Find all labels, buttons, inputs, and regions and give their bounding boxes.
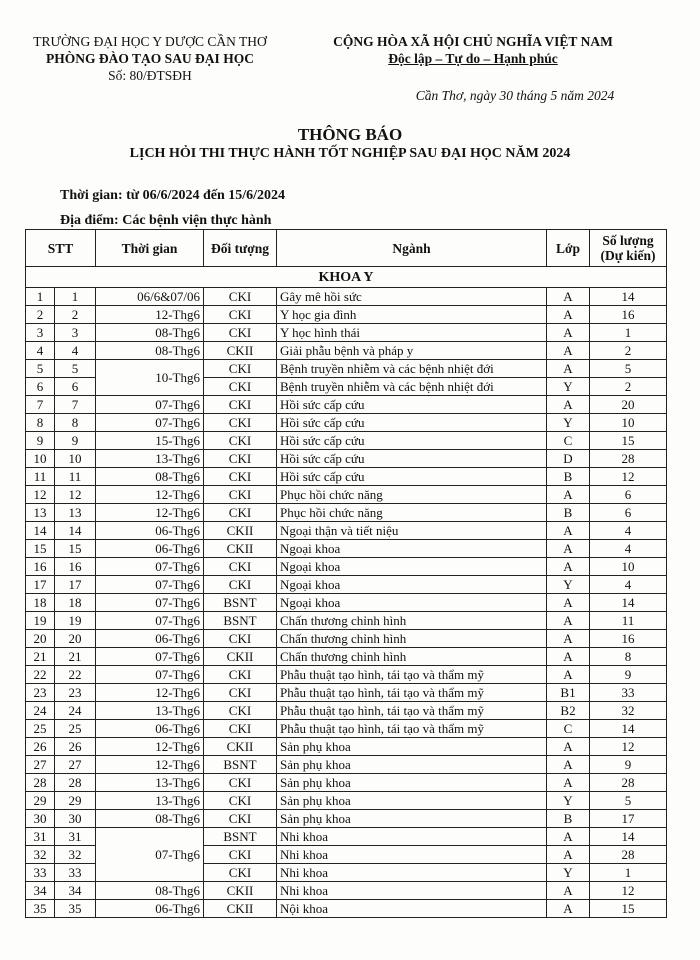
row-quantity: 4 [590,576,667,594]
row-class: A [547,738,590,756]
row-time: 13-Thg6 [96,450,204,468]
row-major: Sản phụ khoa [277,810,547,828]
row-major: Nhi khoa [277,864,547,882]
row-quantity: 15 [590,432,667,450]
row-number-a: 8 [26,414,55,432]
row-time: 12-Thg6 [96,504,204,522]
row-target: CKI [204,360,277,378]
row-target: BSNT [204,828,277,846]
row-number-a: 34 [26,882,55,900]
table-row [26,738,667,756]
section-title: KHOA Y [26,267,667,288]
row-number-a: 9 [26,432,55,450]
row-major: Nhi khoa [277,882,547,900]
row-class: A [547,774,590,792]
row-major: Sản phụ khoa [277,738,547,756]
row-major: Ngoại khoa [277,558,547,576]
row-number-b: 24 [55,702,96,720]
row-major: Bệnh truyền nhiễm và các bệnh nhiệt đới [277,360,547,378]
row-number-a: 32 [26,846,55,864]
row-time: 12-Thg6 [96,684,204,702]
row-number-a: 29 [26,792,55,810]
row-number-b: 33 [55,864,96,882]
row-class: Y [547,864,590,882]
row-time: 07-Thg6 [96,828,204,882]
row-quantity: 17 [590,810,667,828]
row-time: 13-Thg6 [96,702,204,720]
row-major: Hồi sức cấp cứu [277,396,547,414]
row-number-a: 28 [26,774,55,792]
row-number-b: 8 [55,414,96,432]
row-target: CKI [204,684,277,702]
page-title: THÔNG BÁO [297,125,403,144]
row-major: Ngoại khoa [277,594,547,612]
row-number-a: 24 [26,702,55,720]
table-row [26,630,667,648]
row-time: 06-Thg6 [96,720,204,738]
row-time: 08-Thg6 [96,342,204,360]
row-number-a: 31 [26,828,55,846]
row-major: Phẫu thuật tạo hình, tái tạo và thẩm mỹ [277,720,547,738]
row-class: A [547,558,590,576]
table-row [26,468,667,486]
row-target: CKI [204,630,277,648]
table-row [26,306,667,324]
row-major: Hồi sức cấp cứu [277,432,547,450]
row-target: CKI [204,702,277,720]
row-number-b: 13 [55,504,96,522]
row-number-a: 35 [26,900,55,918]
row-quantity: 10 [590,414,667,432]
row-number-b: 16 [55,558,96,576]
row-time: 07-Thg6 [96,576,204,594]
row-time: 13-Thg6 [96,792,204,810]
row-target: CKI [204,774,277,792]
row-target: CKII [204,648,277,666]
row-class: A [547,900,590,918]
row-number-b: 18 [55,594,96,612]
row-number-b: 25 [55,720,96,738]
document-number: Số: 80/ĐTSĐH [108,68,192,83]
row-number-a: 25 [26,720,55,738]
row-number-b: 4 [55,342,96,360]
department-name: PHÒNG ĐÀO TẠO SAU ĐẠI HỌC [46,51,254,66]
row-quantity: 2 [590,342,667,360]
row-time: 10-Thg6 [96,360,204,396]
row-major: Hồi sức cấp cứu [277,450,547,468]
table-row [26,558,667,576]
row-time: 08-Thg6 [96,882,204,900]
row-class: B [547,504,590,522]
row-target: CKII [204,738,277,756]
header-quantity-line1: Số lượng [602,233,654,248]
header-right [318,33,628,67]
row-target: CKI [204,810,277,828]
row-number-b: 21 [55,648,96,666]
row-major: Chấn thương chỉnh hình [277,648,547,666]
row-quantity: 14 [590,594,667,612]
row-major: Phẫu thuật tạo hình, tái tạo và thẩm mỹ [277,684,547,702]
row-class: A [547,882,590,900]
row-time: 12-Thg6 [96,306,204,324]
row-number-b: 14 [55,522,96,540]
row-major: Nội khoa [277,900,547,918]
row-class: A [547,612,590,630]
table-row [26,792,667,810]
row-number-b: 12 [55,486,96,504]
row-major: Sản phụ khoa [277,792,547,810]
row-target: CKI [204,864,277,882]
row-major: Phục hồi chức năng [277,486,547,504]
table-row [26,432,667,450]
row-number-a: 14 [26,522,55,540]
row-target: CKII [204,522,277,540]
table-row [26,522,667,540]
row-time: 07-Thg6 [96,594,204,612]
row-quantity: 28 [590,774,667,792]
row-quantity: 28 [590,450,667,468]
row-number-b: 2 [55,306,96,324]
row-major: Ngoại khoa [277,576,547,594]
row-number-a: 22 [26,666,55,684]
row-number-b: 28 [55,774,96,792]
row-target: CKI [204,414,277,432]
row-target: CKI [204,432,277,450]
row-number-b: 19 [55,612,96,630]
table-row [26,324,667,342]
row-number-a: 19 [26,612,55,630]
row-class: A [547,486,590,504]
row-time: 06/6&07/06 [96,288,204,306]
row-class: B [547,810,590,828]
row-number-b: 11 [55,468,96,486]
row-class: A [547,846,590,864]
row-class: A [547,756,590,774]
row-number-a: 5 [26,360,55,378]
row-quantity: 16 [590,306,667,324]
row-class: A [547,540,590,558]
table-row [26,648,667,666]
row-target: CKII [204,540,277,558]
row-time: 07-Thg6 [96,396,204,414]
row-class: A [547,306,590,324]
row-class: Y [547,378,590,396]
row-major: Hồi sức cấp cứu [277,414,547,432]
page-subtitle: LỊCH HỎI THI THỰC HÀNH TỐT NGHIỆP SAU ĐẠI HỌC NĂM 2024 [129,146,571,161]
row-class: B2 [547,702,590,720]
row-major: Ngoại thận và tiết niệu [277,522,547,540]
row-time: 07-Thg6 [96,666,204,684]
row-quantity: 9 [590,756,667,774]
row-time: 06-Thg6 [96,522,204,540]
row-quantity: 5 [590,792,667,810]
row-quantity: 1 [590,864,667,882]
header-quantity [590,230,667,267]
row-quantity: 9 [590,666,667,684]
row-class: A [547,396,590,414]
header-left [20,33,280,84]
row-class: B [547,468,590,486]
row-number-b: 9 [55,432,96,450]
table-row [26,882,667,900]
table-row [26,756,667,774]
row-number-a: 13 [26,504,55,522]
row-major: Chấn thương chỉnh hình [277,630,547,648]
row-number-a: 15 [26,540,55,558]
row-target: CKI [204,846,277,864]
row-number-a: 27 [26,756,55,774]
row-target: BSNT [204,612,277,630]
row-quantity: 14 [590,288,667,306]
row-major: Nhi khoa [277,846,547,864]
row-class: C [547,432,590,450]
row-number-a: 10 [26,450,55,468]
row-number-a: 20 [26,630,55,648]
row-class: C [547,720,590,738]
row-quantity: 33 [590,684,667,702]
row-major: Phẫu thuật tạo hình, tái tạo và thẩm mỹ [277,666,547,684]
row-class: A [547,666,590,684]
row-number-b: 32 [55,846,96,864]
row-number-a: 30 [26,810,55,828]
row-target: CKI [204,324,277,342]
row-number-b: 20 [55,630,96,648]
row-class: A [547,630,590,648]
row-major: Chấn thương chỉnh hình [277,612,547,630]
row-major: Y học hình thái [277,324,547,342]
row-class: A [547,324,590,342]
header-target: Đối tượng [204,230,277,267]
row-class: Y [547,576,590,594]
row-number-a: 23 [26,684,55,702]
row-number-a: 16 [26,558,55,576]
row-time: 07-Thg6 [96,612,204,630]
header-time: Thời gian [96,230,204,267]
table-row [26,612,667,630]
row-number-a: 12 [26,486,55,504]
row-class: A [547,288,590,306]
row-number-a: 17 [26,576,55,594]
row-time: 06-Thg6 [96,630,204,648]
row-number-a: 26 [26,738,55,756]
table-row [26,414,667,432]
row-target: CKI [204,306,277,324]
row-major: Sản phụ khoa [277,756,547,774]
row-target: CKI [204,558,277,576]
row-quantity: 8 [590,648,667,666]
table-row [26,900,667,918]
row-quantity: 6 [590,486,667,504]
row-quantity: 4 [590,522,667,540]
row-number-a: 1 [26,288,55,306]
row-target: CKI [204,288,277,306]
row-major: Phục hồi chức năng [277,504,547,522]
row-time: 08-Thg6 [96,468,204,486]
row-quantity: 12 [590,882,667,900]
table-row [26,666,667,684]
row-class: A [547,522,590,540]
table-row [26,450,667,468]
table-row [26,504,667,522]
row-class: B1 [547,684,590,702]
row-number-b: 23 [55,684,96,702]
row-number-a: 18 [26,594,55,612]
row-major: Sản phụ khoa [277,774,547,792]
table-row [26,288,667,306]
table-row [26,576,667,594]
row-quantity: 11 [590,612,667,630]
row-time: 13-Thg6 [96,774,204,792]
table-row [26,540,667,558]
row-quantity: 4 [590,540,667,558]
motto: Độc lập – Tự do – Hạnh phúc [388,51,558,66]
row-quantity: 28 [590,846,667,864]
row-number-b: 3 [55,324,96,342]
header-quantity-line2: (Dự kiến) [600,248,656,263]
row-number-b: 34 [55,882,96,900]
table-row [26,810,667,828]
row-class: Y [547,414,590,432]
row-number-b: 26 [55,738,96,756]
table-row [26,684,667,702]
row-target: CKI [204,486,277,504]
header-stt: STT [26,230,96,267]
row-time: 06-Thg6 [96,900,204,918]
row-target: CKI [204,396,277,414]
row-time: 12-Thg6 [96,738,204,756]
row-target: CKI [204,468,277,486]
table-row [26,396,667,414]
row-target: CKI [204,450,277,468]
row-target: BSNT [204,594,277,612]
row-time: 12-Thg6 [96,486,204,504]
row-major: Hồi sức cấp cứu [277,468,547,486]
row-quantity: 15 [590,900,667,918]
row-number-b: 35 [55,900,96,918]
row-number-b: 29 [55,792,96,810]
row-time: 08-Thg6 [96,324,204,342]
row-quantity: 10 [590,558,667,576]
row-major: Phẫu thuật tạo hình, tái tạo và thẩm mỹ [277,702,547,720]
row-target: CKI [204,504,277,522]
table-row [26,702,667,720]
row-quantity: 12 [590,468,667,486]
table-row [26,594,667,612]
row-target: CKI [204,792,277,810]
row-number-a: 3 [26,324,55,342]
row-target: CKI [204,666,277,684]
row-number-b: 31 [55,828,96,846]
row-number-a: 33 [26,864,55,882]
table-row [26,828,667,846]
university-name: TRƯỜNG ĐẠI HỌC Y DƯỢC CẦN THƠ [33,34,267,49]
header-major: Ngành [277,230,547,267]
row-class: A [547,342,590,360]
row-quantity: 6 [590,504,667,522]
row-class: A [547,648,590,666]
table-row [26,486,667,504]
header-class: Lớp [547,230,590,267]
row-quantity: 16 [590,630,667,648]
row-quantity: 32 [590,702,667,720]
row-class: A [547,594,590,612]
row-target: CKI [204,378,277,396]
nation-name: CỘNG HÒA XÃ HỘI CHỦ NGHĨA VIỆT NAM [333,34,613,49]
exam-place: Địa điểm: Các bệnh viện thực hành [60,213,272,228]
row-number-b: 22 [55,666,96,684]
row-number-a: 4 [26,342,55,360]
row-quantity: 14 [590,720,667,738]
table-header-row [26,230,667,267]
row-number-b: 1 [55,288,96,306]
row-major: Gây mê hồi sức [277,288,547,306]
row-quantity: 12 [590,738,667,756]
row-target: CKII [204,882,277,900]
row-number-a: 2 [26,306,55,324]
row-major: Nhi khoa [277,828,547,846]
schedule-table [25,229,667,918]
row-quantity: 5 [590,360,667,378]
row-quantity: 14 [590,828,667,846]
exam-time: Thời gian: từ 06/6/2024 đến 15/6/2024 [60,188,286,203]
row-number-b: 27 [55,756,96,774]
table-row [26,360,667,378]
row-major: Giải phẫu bệnh và pháp y [277,342,547,360]
row-number-b: 7 [55,396,96,414]
row-time: 06-Thg6 [96,540,204,558]
row-number-a: 11 [26,468,55,486]
row-class: D [547,450,590,468]
row-number-a: 21 [26,648,55,666]
row-quantity: 2 [590,378,667,396]
row-number-a: 6 [26,378,55,396]
row-quantity: 20 [590,396,667,414]
row-class: A [547,360,590,378]
row-target: CKI [204,720,277,738]
row-target: CKI [204,576,277,594]
section-row [26,267,667,288]
row-number-b: 5 [55,360,96,378]
row-number-b: 6 [55,378,96,396]
row-number-b: 10 [55,450,96,468]
row-time: 07-Thg6 [96,648,204,666]
table-row [26,774,667,792]
row-time: 15-Thg6 [96,432,204,450]
row-class: A [547,828,590,846]
row-target: CKII [204,342,277,360]
row-major: Y học gia đình [277,306,547,324]
row-target: BSNT [204,756,277,774]
table-row [26,342,667,360]
row-time: 07-Thg6 [96,558,204,576]
row-time: 08-Thg6 [96,810,204,828]
row-number-b: 15 [55,540,96,558]
issue-date: Cần Thơ, ngày 30 tháng 5 năm 2024 [415,88,615,103]
row-major: Ngoại khoa [277,540,547,558]
row-class: Y [547,792,590,810]
row-number-b: 17 [55,576,96,594]
row-time: 12-Thg6 [96,756,204,774]
row-number-a: 7 [26,396,55,414]
row-major: Bệnh truyền nhiễm và các bệnh nhiệt đới [277,378,547,396]
row-time: 07-Thg6 [96,414,204,432]
row-number-b: 30 [55,810,96,828]
row-quantity: 1 [590,324,667,342]
row-target: CKII [204,900,277,918]
table-row [26,720,667,738]
